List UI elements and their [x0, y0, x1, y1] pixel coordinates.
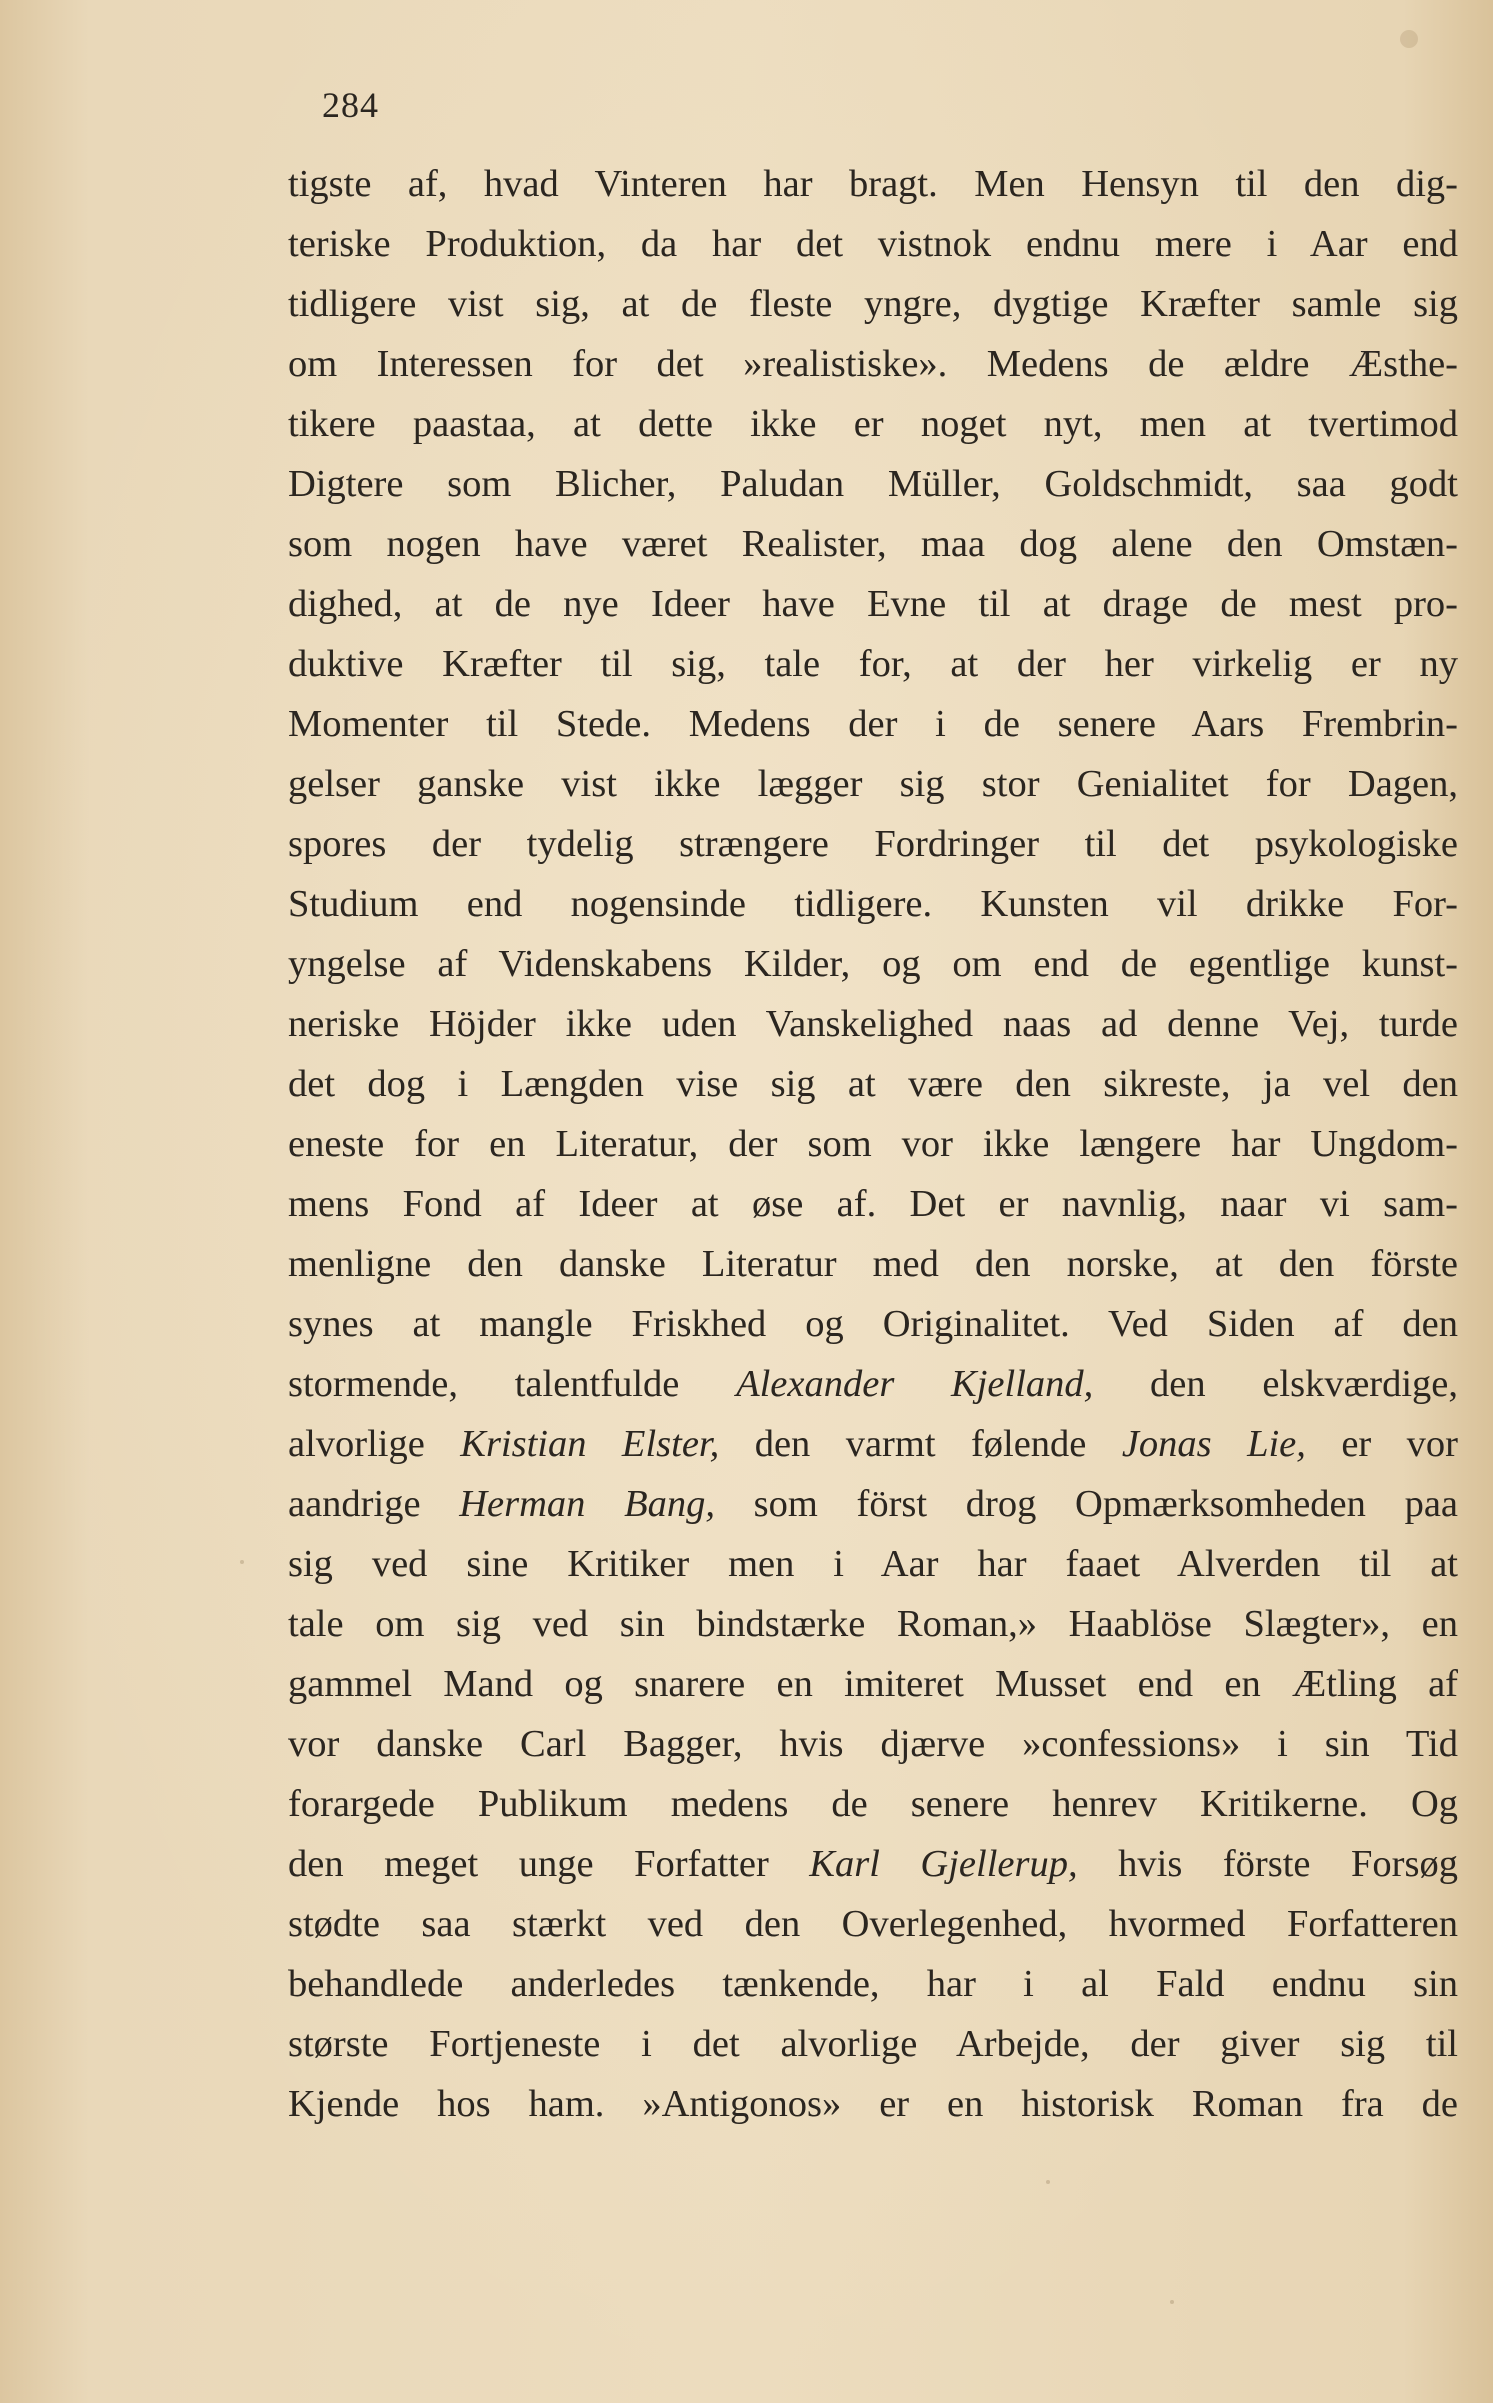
text-segment: synes at mangle Friskhed og Originalitet. Ved Siden af den: [288, 1303, 1458, 1345]
text-line: [288, 634, 1458, 694]
text-segment: sig ved sine Kritiker men i Aar har faaet Alverden til at: [288, 1543, 1458, 1585]
text-segment: teriske Produktion, da har det vistnok endnu mere i Aar end: [288, 223, 1458, 265]
body-text: [288, 154, 1458, 2134]
text-line: [288, 514, 1458, 574]
text-line: [288, 1294, 1458, 1354]
italic-name: Jonas Lie,: [1121, 1423, 1306, 1465]
italic-name: Karl Gjellerup,: [809, 1843, 1078, 1885]
text-segment: eneste for en Literatur, der som vor ikke længere har Ungdom-: [288, 1123, 1458, 1165]
text-segment: aandrige: [288, 1483, 460, 1525]
text-segment: gammel Mand og snarere en imiteret Musset end en Ætling af: [288, 1663, 1458, 1705]
text-segment: Studium end nogensinde tidligere. Kunsten vil drikke For-: [288, 883, 1458, 925]
text-segment: neriske Höjder ikke uden Vanskelighed naas ad denne Vej, turde: [288, 1003, 1458, 1045]
text-line: [288, 214, 1458, 274]
text-line: [288, 1834, 1458, 1894]
text-line: [288, 934, 1458, 994]
italic-name: Alexander Kjelland,: [736, 1363, 1094, 1405]
text-line: [288, 1474, 1458, 1534]
text-line: [288, 994, 1458, 1054]
text-segment: alvorlige: [288, 1423, 461, 1465]
text-line: [288, 1414, 1458, 1474]
text-segment: den meget unge Forfatter: [288, 1843, 810, 1885]
text-line: [288, 1534, 1458, 1594]
text-segment: behandlede anderledes tænkende, har i al Fald endnu sin: [288, 1963, 1458, 2005]
text-line: [288, 1654, 1458, 1714]
page-number: 284: [322, 85, 379, 125]
text-segment: menligne den danske Literatur med den norske, at den förste: [288, 1243, 1458, 1285]
text-line: [288, 334, 1458, 394]
text-line: [288, 1894, 1458, 1954]
text-line: [288, 2074, 1458, 2134]
text-line: [288, 274, 1458, 334]
text-segment: vor danske Carl Bagger, hvis djærve »confessions» i sin Tid: [288, 1723, 1458, 1765]
text-segment: yngelse af Videnskabens Kilder, og om end de egentlige kunst-: [288, 943, 1458, 985]
text-segment: det dog i Længden vise sig at være den sikreste, ja vel den: [288, 1063, 1458, 1105]
text-line: [288, 1234, 1458, 1294]
text-segment: tale om sig ved sin bindstærke Roman,» Haablöse Slægter», en: [288, 1603, 1458, 1645]
text-segment: tidligere vist sig, at de fleste yngre, dygtige Kræfter samle sig: [288, 283, 1458, 325]
text-segment: som först drog Opmærksomheden paa: [714, 1483, 1458, 1525]
text-line: [288, 394, 1458, 454]
text-line: [288, 454, 1458, 514]
text-line: [288, 754, 1458, 814]
italic-name: Herman Bang,: [459, 1483, 715, 1525]
text-line: [288, 814, 1458, 874]
text-line: [288, 1954, 1458, 2014]
text-line: [288, 574, 1458, 634]
italic-name: Kristian Elster,: [460, 1423, 720, 1465]
text-line: [288, 874, 1458, 934]
text-line: [288, 1774, 1458, 1834]
text-line: [288, 1114, 1458, 1174]
text-segment: den varmt følende: [719, 1423, 1122, 1465]
text-segment: er vor: [1305, 1423, 1458, 1465]
text-segment: som nogen have været Realister, maa dog alene den Omstæn-: [288, 523, 1458, 565]
text-segment: spores der tydelig strængere Fordringer til det psykologiske: [288, 823, 1458, 865]
text-segment: tikere paastaa, at dette ikke er noget nyt, men at tvertimod: [288, 403, 1458, 445]
text-segment: gelser ganske vist ikke lægger sig stor Genialitet for Dagen,: [288, 763, 1458, 805]
text-segment: Digtere som Blicher, Paludan Müller, Goldschmidt, saa godt: [288, 463, 1458, 505]
text-segment: stormende, talentfulde: [288, 1363, 737, 1405]
text-line: [288, 694, 1458, 754]
text-segment: om Interessen for det »realistiske». Medens de ældre Æsthe-: [288, 343, 1458, 385]
text-segment: største Fortjeneste i det alvorlige Arbejde, der giver sig til: [288, 2023, 1458, 2065]
text-segment: Momenter til Stede. Medens der i de senere Aars Frembrin-: [288, 703, 1458, 745]
text-segment: duktive Kræfter til sig, tale for, at der her virkelig er ny: [288, 643, 1458, 685]
text-line: [288, 1594, 1458, 1654]
text-segment: forargede Publikum medens de senere henrev Kritikerne. Og: [288, 1783, 1458, 1825]
text-line: [288, 1354, 1458, 1414]
text-segment: dighed, at de nye Ideer have Evne til at drage de mest pro-: [288, 583, 1458, 625]
text-line: [288, 1054, 1458, 1114]
text-line: [288, 2014, 1458, 2074]
text-segment: stødte saa stærkt ved den Overlegenhed, hvormed Forfatteren: [288, 1903, 1458, 1945]
text-line: [288, 1174, 1458, 1234]
text-line: [288, 154, 1458, 214]
text-segment: Kjende hos ham. »Antigonos» er en historisk Roman fra de: [288, 2083, 1458, 2125]
text-segment: mens Fond af Ideer at øse af. Det er navnlig, naar vi sam-: [288, 1183, 1458, 1225]
text-segment: den elskværdige,: [1093, 1363, 1459, 1405]
text-segment: hvis förste Forsøg: [1077, 1843, 1458, 1885]
text-line: [288, 1714, 1458, 1774]
text-segment: tigste af, hvad Vinteren har bragt. Men Hensyn til den dig-: [288, 163, 1458, 205]
